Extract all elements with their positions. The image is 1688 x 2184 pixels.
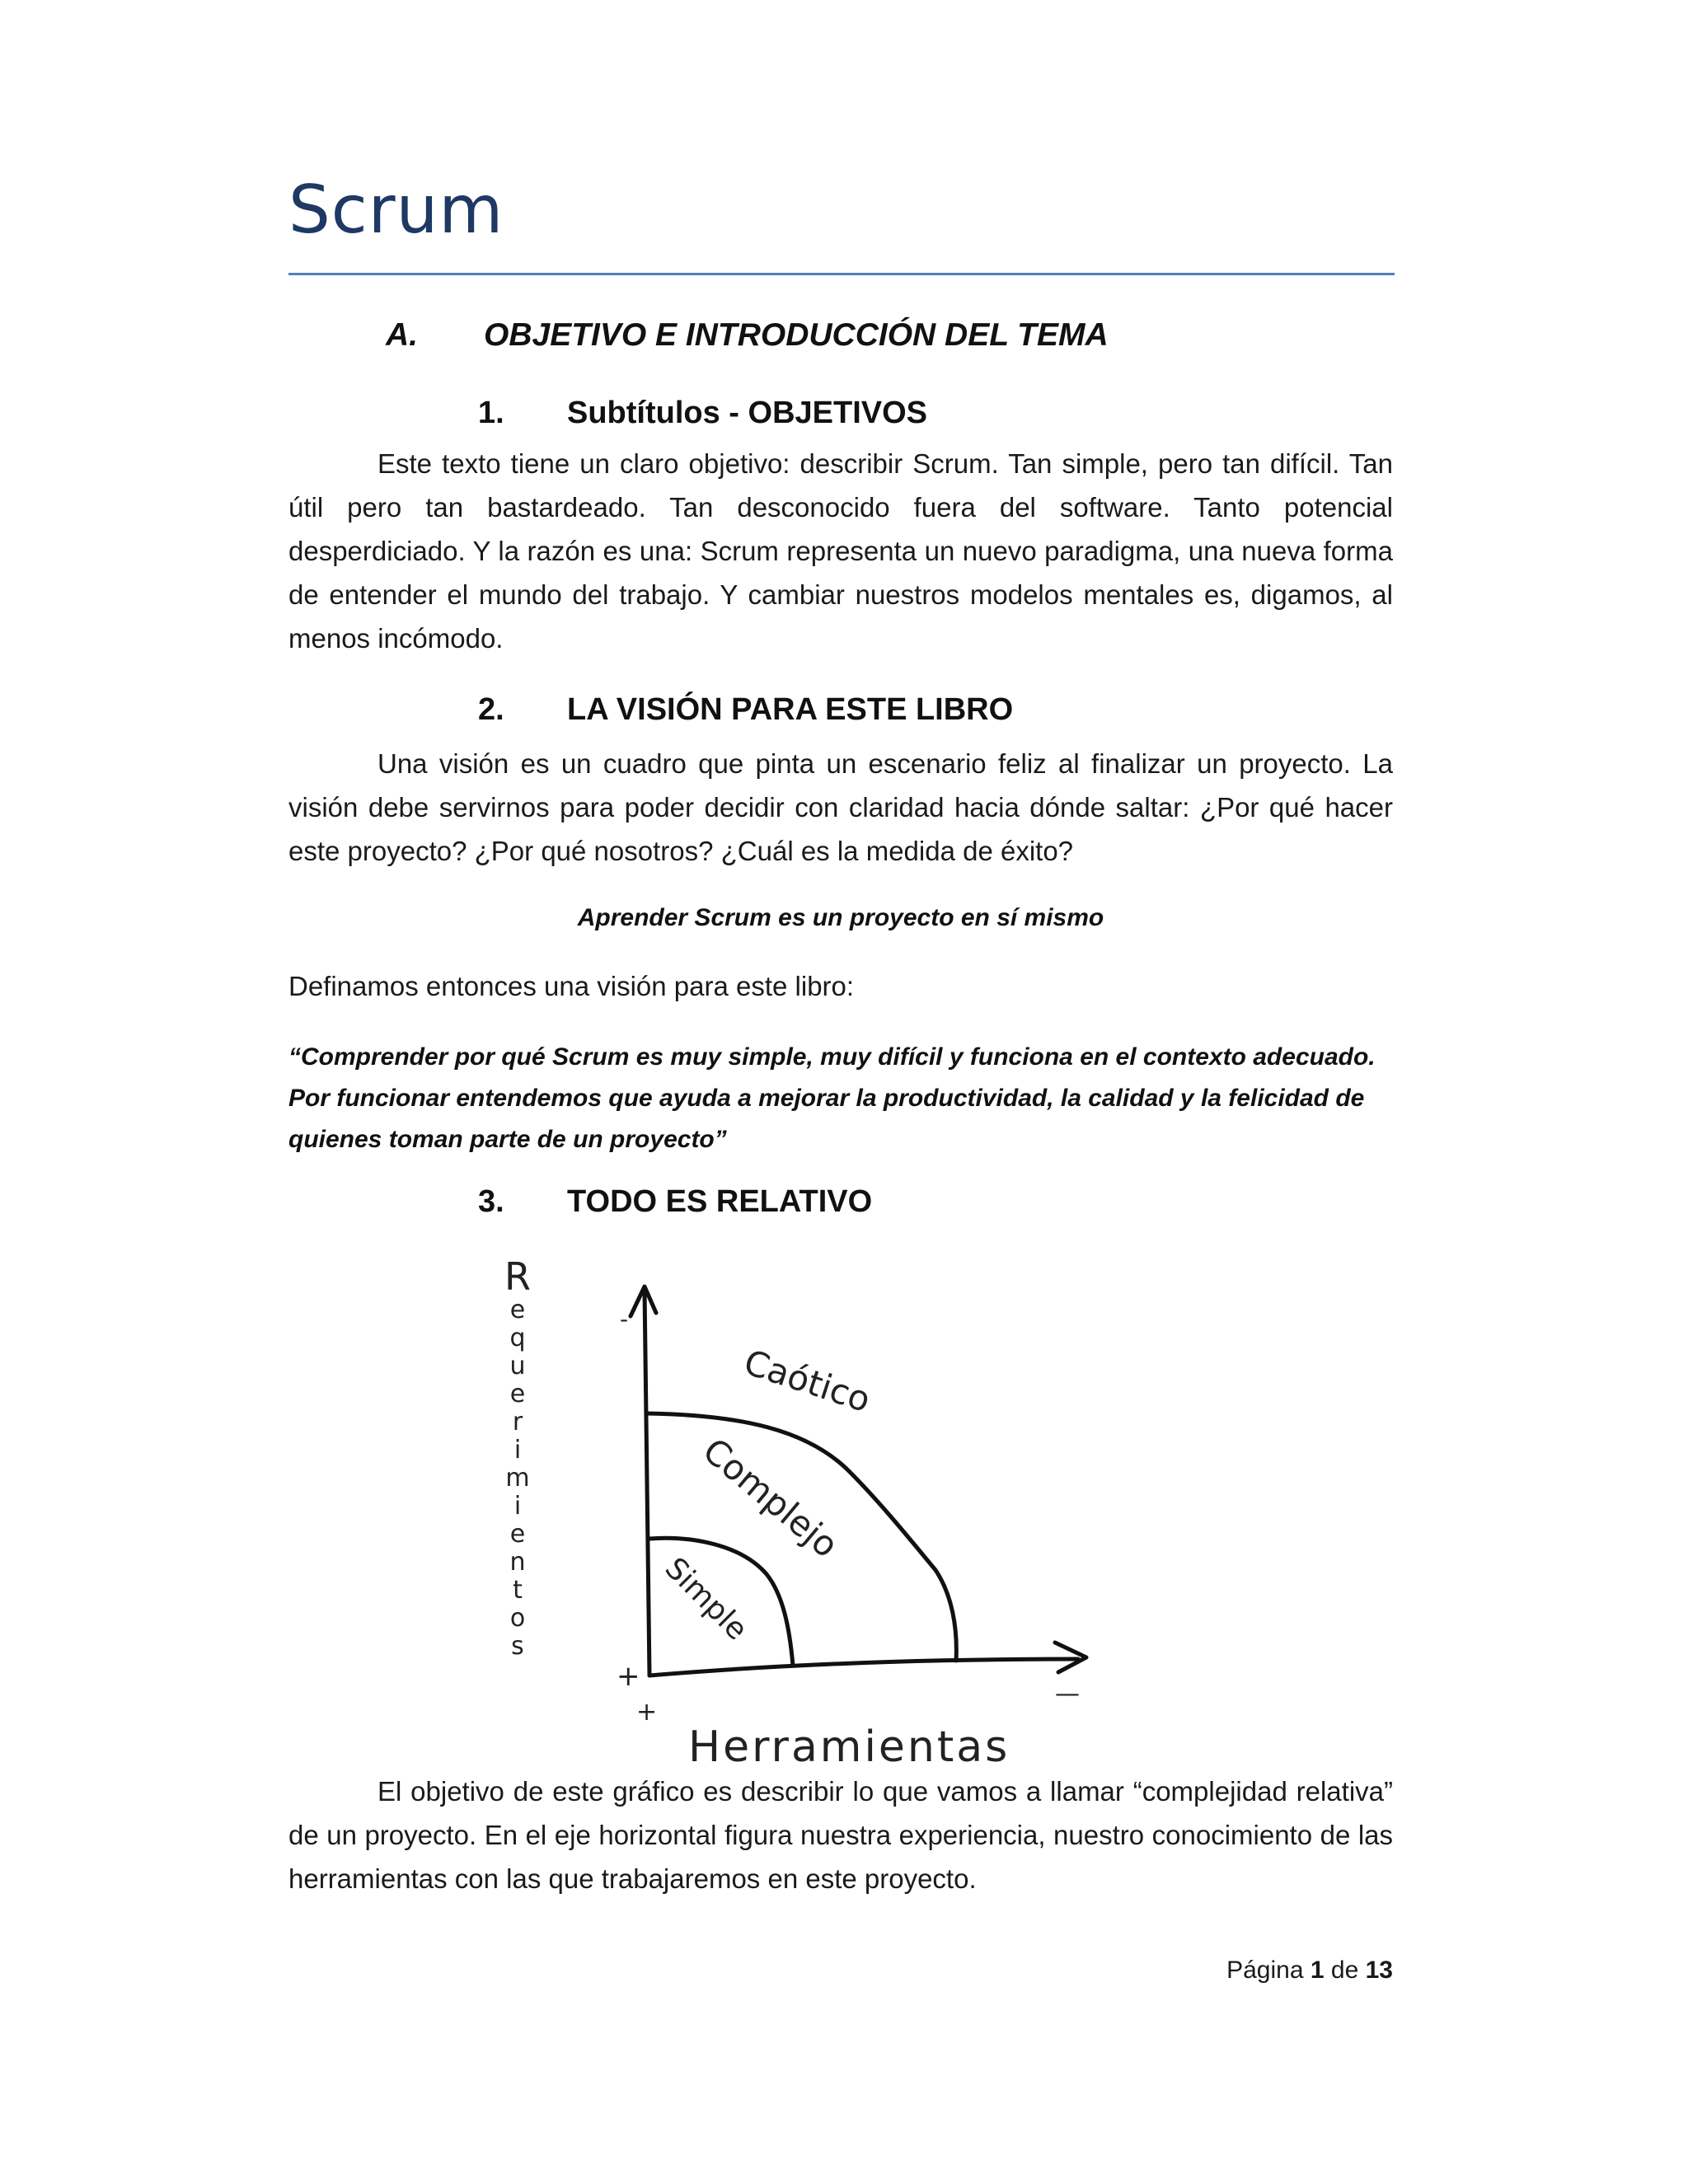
complexity-diagram (495, 1257, 1121, 1768)
region-label-chaotic: Caótico (738, 1341, 876, 1421)
y-axis-label-letter: q (509, 1324, 526, 1352)
y-axis-line (645, 1290, 649, 1675)
section-letter: A. (386, 317, 418, 353)
intro-line: Definamos entonces una visión para este libro: (288, 971, 855, 1001)
subheading-title: TODO ES RELATIVO (567, 1184, 873, 1219)
y-axis-label-letter: e (509, 1380, 526, 1408)
subheading-number: 3. (478, 1184, 504, 1219)
y-axis-minus-mark: - (620, 1305, 629, 1333)
x-axis-label: Herramientas (688, 1722, 1010, 1768)
footer-page-number: 1 (1310, 1957, 1325, 1984)
footer-total-pages: 13 (1365, 1957, 1393, 1984)
section-heading-a (386, 317, 1109, 354)
subheading-1 (478, 396, 927, 431)
paragraph-text: El objetivo de este gráfico es describir lo que vamos a llamar “complejidad relativa” de un proyecto. En el eje horizontal figura nuestra experiencia, nuestro conocimiento de las herramientas con las que trabajaremos en este proyecto. (288, 1776, 1393, 1894)
y-axis-label-letter: i (513, 1492, 522, 1521)
emphasis-line: Aprender Scrum es un proyecto en sí mismo (577, 904, 1104, 931)
section-title: OBJETIVO E INTRODUCCIÓN DEL TEMA (484, 317, 1109, 353)
document-title: Scrum (288, 171, 504, 248)
title-divider (288, 273, 1395, 275)
footer-prefix: Página (1226, 1957, 1304, 1984)
y-axis-label (504, 1257, 531, 1661)
x-axis-line (649, 1659, 1078, 1675)
subheading-title: LA VISIÓN PARA ESTE LIBRO (567, 692, 1014, 727)
paragraph-relative-complexity (288, 1769, 1393, 1900)
subheading-2 (478, 692, 1013, 728)
subheading-title: Subtítulos - OBJETIVOS (567, 396, 928, 430)
x-axis-plus-mark: + (636, 1698, 658, 1727)
y-axis-label-letter: R (504, 1257, 531, 1299)
y-axis-label-letter: e (509, 1296, 526, 1324)
region-label-complex: Complejo (695, 1430, 846, 1566)
y-axis-label-letter: t (513, 1576, 523, 1605)
origin-plus-mark: + (617, 1660, 640, 1693)
y-axis-label-letter: s (511, 1632, 524, 1661)
y-axis-label-letter: n (509, 1548, 526, 1577)
footer-middle: de (1330, 1957, 1359, 1984)
y-axis-label-letter: m (505, 1464, 530, 1493)
y-axis-label-letter: o (509, 1604, 526, 1633)
y-axis-label-text (504, 1257, 531, 1661)
y-axis-label-letter: r (512, 1408, 523, 1436)
subheading-3 (478, 1184, 872, 1220)
page-footer (1226, 1957, 1393, 1985)
paragraph-vision (288, 742, 1393, 873)
paragraph-text: Este texto tiene un claro objetivo: describir Scrum. Tan simple, pero tan difícil. Tan útil pero tan bastardeado. Tan desconocido fuera del software. Tanto potencial desperdiciado. Y la razón es una: Scrum representa un nuevo paradigma, una nueva forma de entender el mundo del trabajo. Y cambiar nuestros modelos mentales es, digamos, al menos incómodo. (288, 448, 1393, 654)
subheading-number: 1. (478, 396, 504, 430)
complexity-diagram-svg (495, 1257, 1121, 1768)
x-axis-minus-mark: — (1055, 1680, 1080, 1708)
y-axis-label-letter: e (509, 1520, 526, 1549)
y-axis-label-letter: i (513, 1436, 522, 1465)
subheading-number: 2. (478, 692, 504, 727)
y-axis-label-letter: u (509, 1352, 526, 1380)
region-label-simple: Simple (658, 1551, 754, 1647)
paragraph-objective (288, 442, 1393, 660)
paragraph-text: Una visión es un cuadro que pinta un escenario feliz al finalizar un proyecto. La visión debe servirnos para poder decidir con claridad hacia dónde saltar: ¿Por qué hacer este proyecto? ¿Por qué nosotros? ¿Cuál es la medida de éxito? (288, 748, 1393, 866)
vision-quote: “Comprender por qué Scrum es muy simple, muy difícil y funciona en el contexto adecuado. Por funcionar entendemos que ayuda a mejorar la productividad, la calidad y la felicidad de quienes toman parte de un proyecto” (288, 1043, 1376, 1153)
